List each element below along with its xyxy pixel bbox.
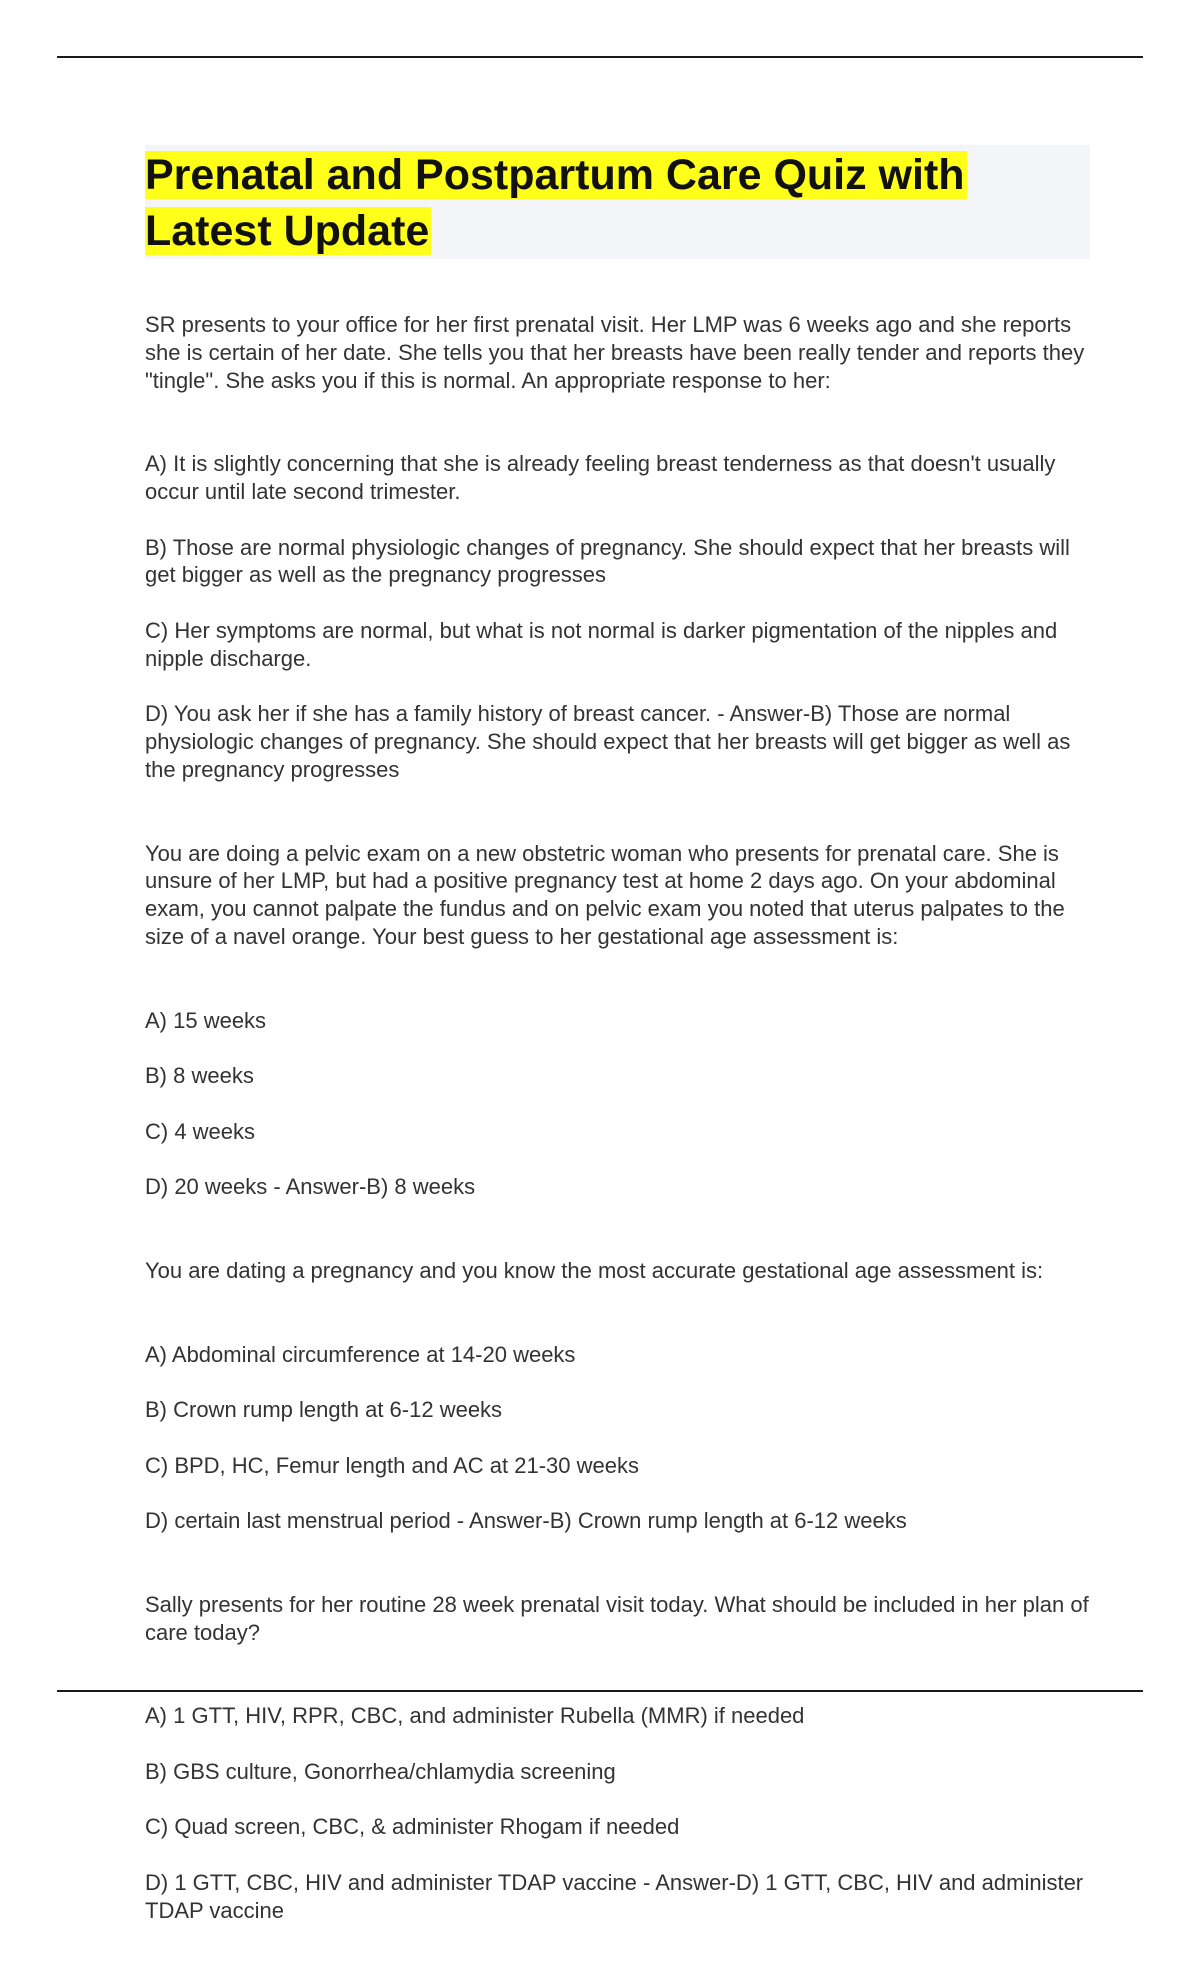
- option-b: B) GBS culture, Gonorrhea/chlamydia screening: [145, 1758, 616, 1784]
- option-a: A) Abdominal circumference at 14-20 weeks: [145, 1341, 576, 1367]
- option-b: B) Crown rump length at 6-12 weeks: [145, 1397, 503, 1423]
- question-2: [145, 840, 1090, 1229]
- title-line-1: Prenatal and Postpartum Care Quiz with: [145, 151, 965, 199]
- question-4: [145, 1591, 1090, 1953]
- header-rule: [57, 56, 1143, 58]
- question-options: [145, 1313, 1090, 1563]
- option-b: B) 8 weeks: [145, 1063, 254, 1089]
- option-c: C) Her symptoms are normal, but what is not normal is darker pigmentation of the nipples and nipple discharge.: [145, 617, 1058, 671]
- question-stem: You are doing a pelvic exam on a new obstetric woman who presents for prenatal care. She is unsure of her LMP, but had a positive pregnancy test at home 2 days ago. On your abdominal exam, you cannot palpate the fundus and on pelvic exam you noted that uterus palpates to the size of a navel orange. Your best guess to her gestational age assessment is:: [145, 840, 1065, 949]
- question-stem: You are dating a pregnancy and you know the most accurate gestational age assessment is:: [145, 1257, 1044, 1283]
- option-d-answer: D) You ask her if she has a family history of breast cancer. - Answer-B) Those are normal physiologic changes of pregnancy. She should expect that her breasts will get bigger as well as the pregnancy progresses: [145, 701, 1071, 782]
- option-c: C) BPD, HC, Femur length and AC at 21-30 weeks: [145, 1452, 639, 1478]
- question-options: [145, 1674, 1090, 1952]
- document-title: [145, 147, 1090, 259]
- option-d-answer: D) 20 weeks - Answer-B) 8 weeks: [145, 1174, 476, 1200]
- footer-rule: [57, 1690, 1143, 1692]
- title-block: [145, 145, 1090, 259]
- option-a: A) 15 weeks: [145, 1007, 267, 1033]
- option-c: C) 4 weeks: [145, 1118, 256, 1144]
- question-options: [145, 979, 1090, 1229]
- question-stem: SR presents to your office for her first prenatal visit. Her LMP was 6 weeks ago and she reports she is certain of her date. She tells you that her breasts have been really tender and reports they "tingle". She asks you if this is normal. An appropriate response to her:: [145, 312, 1085, 393]
- option-d-answer: D) 1 GTT, CBC, HIV and administer TDAP vaccine - Answer-D) 1 GTT, CBC, HIV and administer TDAP vaccine: [145, 1870, 1084, 1923]
- question-3: [145, 1257, 1090, 1563]
- question-stem: Sally presents for her routine 28 week prenatal visit today. What should be included in her plan of care today?: [145, 1591, 1089, 1645]
- option-a: A) It is slightly concerning that she is already feeling breast tenderness as that doesn't usually occur until late second trimester.: [145, 451, 1056, 504]
- question-options: [145, 422, 1090, 811]
- document-body: [145, 145, 1090, 1980]
- option-c: C) Quad screen, CBC, & administer Rhogam if needed: [145, 1814, 680, 1840]
- question-1: [145, 311, 1090, 812]
- option-b: B) Those are normal physiologic changes of pregnancy. She should expect that her breasts will get bigger as well as the pregnancy progresses: [145, 534, 1070, 588]
- option-a: A) 1 GTT, HIV, RPR, CBC, and administer Rubella (MMR) if needed: [145, 1703, 805, 1729]
- option-d-answer: D) certain last menstrual period - Answer-B) Crown rump length at 6-12 weeks: [145, 1508, 907, 1534]
- title-line-2: Latest Update: [145, 207, 430, 255]
